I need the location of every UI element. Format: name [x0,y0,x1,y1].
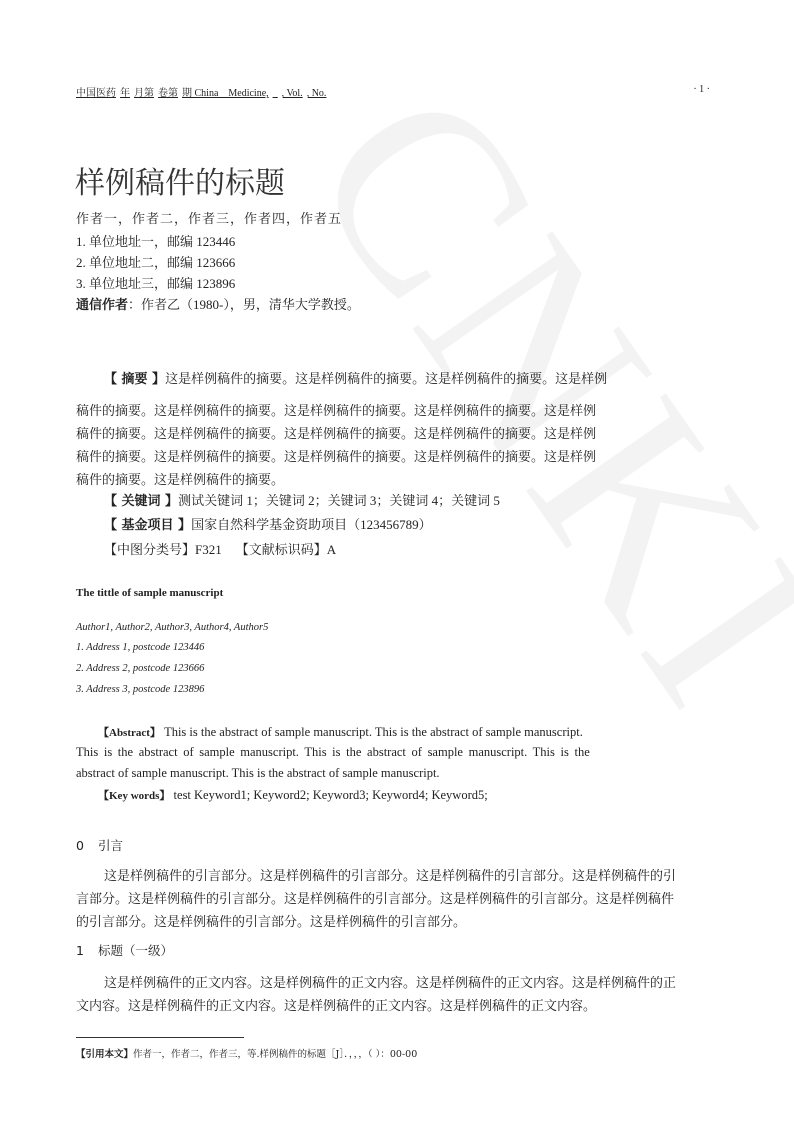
english-title: The tittle of sample manuscript [76,587,224,599]
fund-label: 【 基金项目 】 [104,518,192,533]
section-number: 1 [76,943,84,958]
abstract-en-label: 【Abstract】 [98,727,161,739]
section-number: 0 [76,838,84,853]
english-address-3: 3. Address 3, postcode 123896 [76,684,205,695]
abstract-cn-line: 稿件的摘要。这是样例稿件的摘要。这是样例稿件的摘要。这是样例稿件的摘要。这是样例 [76,426,597,441]
keywords-cn [104,490,500,509]
keywords-cn-label: 【 关键词 】 [104,494,179,509]
keywords-en-label: 【Key words】 [98,790,171,802]
correspondence-text: ：作者乙（1980-），男，清华大学教授。 [128,297,360,312]
doc-code-value: A [326,542,337,557]
abstract-cn-line: 稿件的摘要。这是样例稿件的摘要。 [76,472,285,487]
paragraph-line: 文内容。这是样例稿件的正文内容。这是样例稿件的正文内容。这是样例稿件的正文内容。 [76,998,597,1013]
abstract-cn-label: 【 摘要 】 [104,372,166,387]
correspondence-label: 通信作者 [76,298,129,313]
header-volume: 卷第 [158,88,178,99]
header-issue: 期 China Medicine, [182,88,269,99]
citation-text: 作者一，作者二，作者三，等.样例稿件的标题［J］．，，，（ ）：00-00 [133,1049,418,1060]
footnote-divider [76,1037,244,1038]
clc-label: 【中图分类号】 [104,542,196,557]
header-blank: _ [272,88,278,99]
doc-code-label: 【文献标识码】 [235,542,327,557]
paragraph-line: 言部分。这是样例稿件的引言部分。这是样例稿件的引言部分。这是样例稿件的引言部分。这是样例稿件 [76,891,675,906]
fund-text: 国家自然科学基金资助项目（123456789） [191,517,432,532]
section-heading [76,941,173,959]
abstract-cn-line: 稿件的摘要。这是样例稿件的摘要。这是样例稿件的摘要。这是样例稿件的摘要。这是样例 [76,449,597,464]
journal-name: 中国医药 [76,88,116,99]
paragraph-line: 的引言部分。这是样例稿件的引言部分。这是样例稿件的引言部分。 [76,914,467,929]
address-3: 3. 单位地址三，邮编 123896 [76,276,236,291]
section-title: 标题（一级） [97,943,173,958]
fund [104,514,432,533]
paragraph-line: 这是样例稿件的引言部分。这是样例稿件的引言部分。这是样例稿件的引言部分。这是样例稿件的引 [104,868,677,883]
abstract-cn-line: 稿件的摘要。这是样例稿件的摘要。这是样例稿件的摘要。这是样例稿件的摘要。这是样例 [76,403,597,418]
abstract-cn-text: 这是样例稿件的摘要。这是样例稿件的摘要。这是样例稿件的摘要。这是样例 [165,371,608,386]
classification [104,539,336,558]
abstract-en-line [98,724,583,740]
authors: 作者一，作者二，作者三，作者四，作者五 [76,211,343,226]
english-address-1: 1. Address 1, postcode 123446 [76,642,205,653]
page-title: 样例稿件的标题 [75,166,285,201]
abstract-cn-line [104,368,607,387]
abstract-en-line: abstract of sample manuscript. This is the abstract of sample manuscript. [76,766,440,780]
english-authors: Author1, Author2, Author3, Author4, Author5 [76,622,269,633]
address-2: 2. 单位地址二，邮编 123666 [76,255,236,270]
citation-label: 【引用本文】 [76,1049,134,1060]
keywords-en [98,787,488,803]
header-month: 月第 [134,88,154,99]
keywords-en-text: test Keyword1; Keyword2; Keyword3; Keyword4; Keyword5; [173,788,488,802]
english-address-2: 2. Address 2, postcode 123666 [76,663,205,674]
section-heading [76,836,123,854]
header-year: 年 [120,88,130,99]
section-title: 引言 [97,838,123,853]
abstract-en-text: This is the abstract of sample manuscript. This is the abstract of sample manuscript. [164,725,583,739]
clc-value: F321 [195,542,222,557]
header-no: , No. [306,88,327,99]
keywords-cn-text: 测试关键词 1；关键词 2；关键词 3；关键词 4；关键词 5 [178,493,500,508]
address-1: 1. 单位地址一，邮编 123446 [76,234,236,249]
citation [76,1046,417,1060]
running-header [76,84,330,99]
header-vol: , Vol. [281,88,303,99]
correspondence [76,294,360,313]
abstract-en-line: This is the abstract of sample manuscript. This is the abstract of sample manuscript. This is the [76,745,590,759]
page-number: · 1 · [693,84,710,95]
paragraph-line: 这是样例稿件的正文内容。这是样例稿件的正文内容。这是样例稿件的正文内容。这是样例稿件的正 [104,975,677,990]
